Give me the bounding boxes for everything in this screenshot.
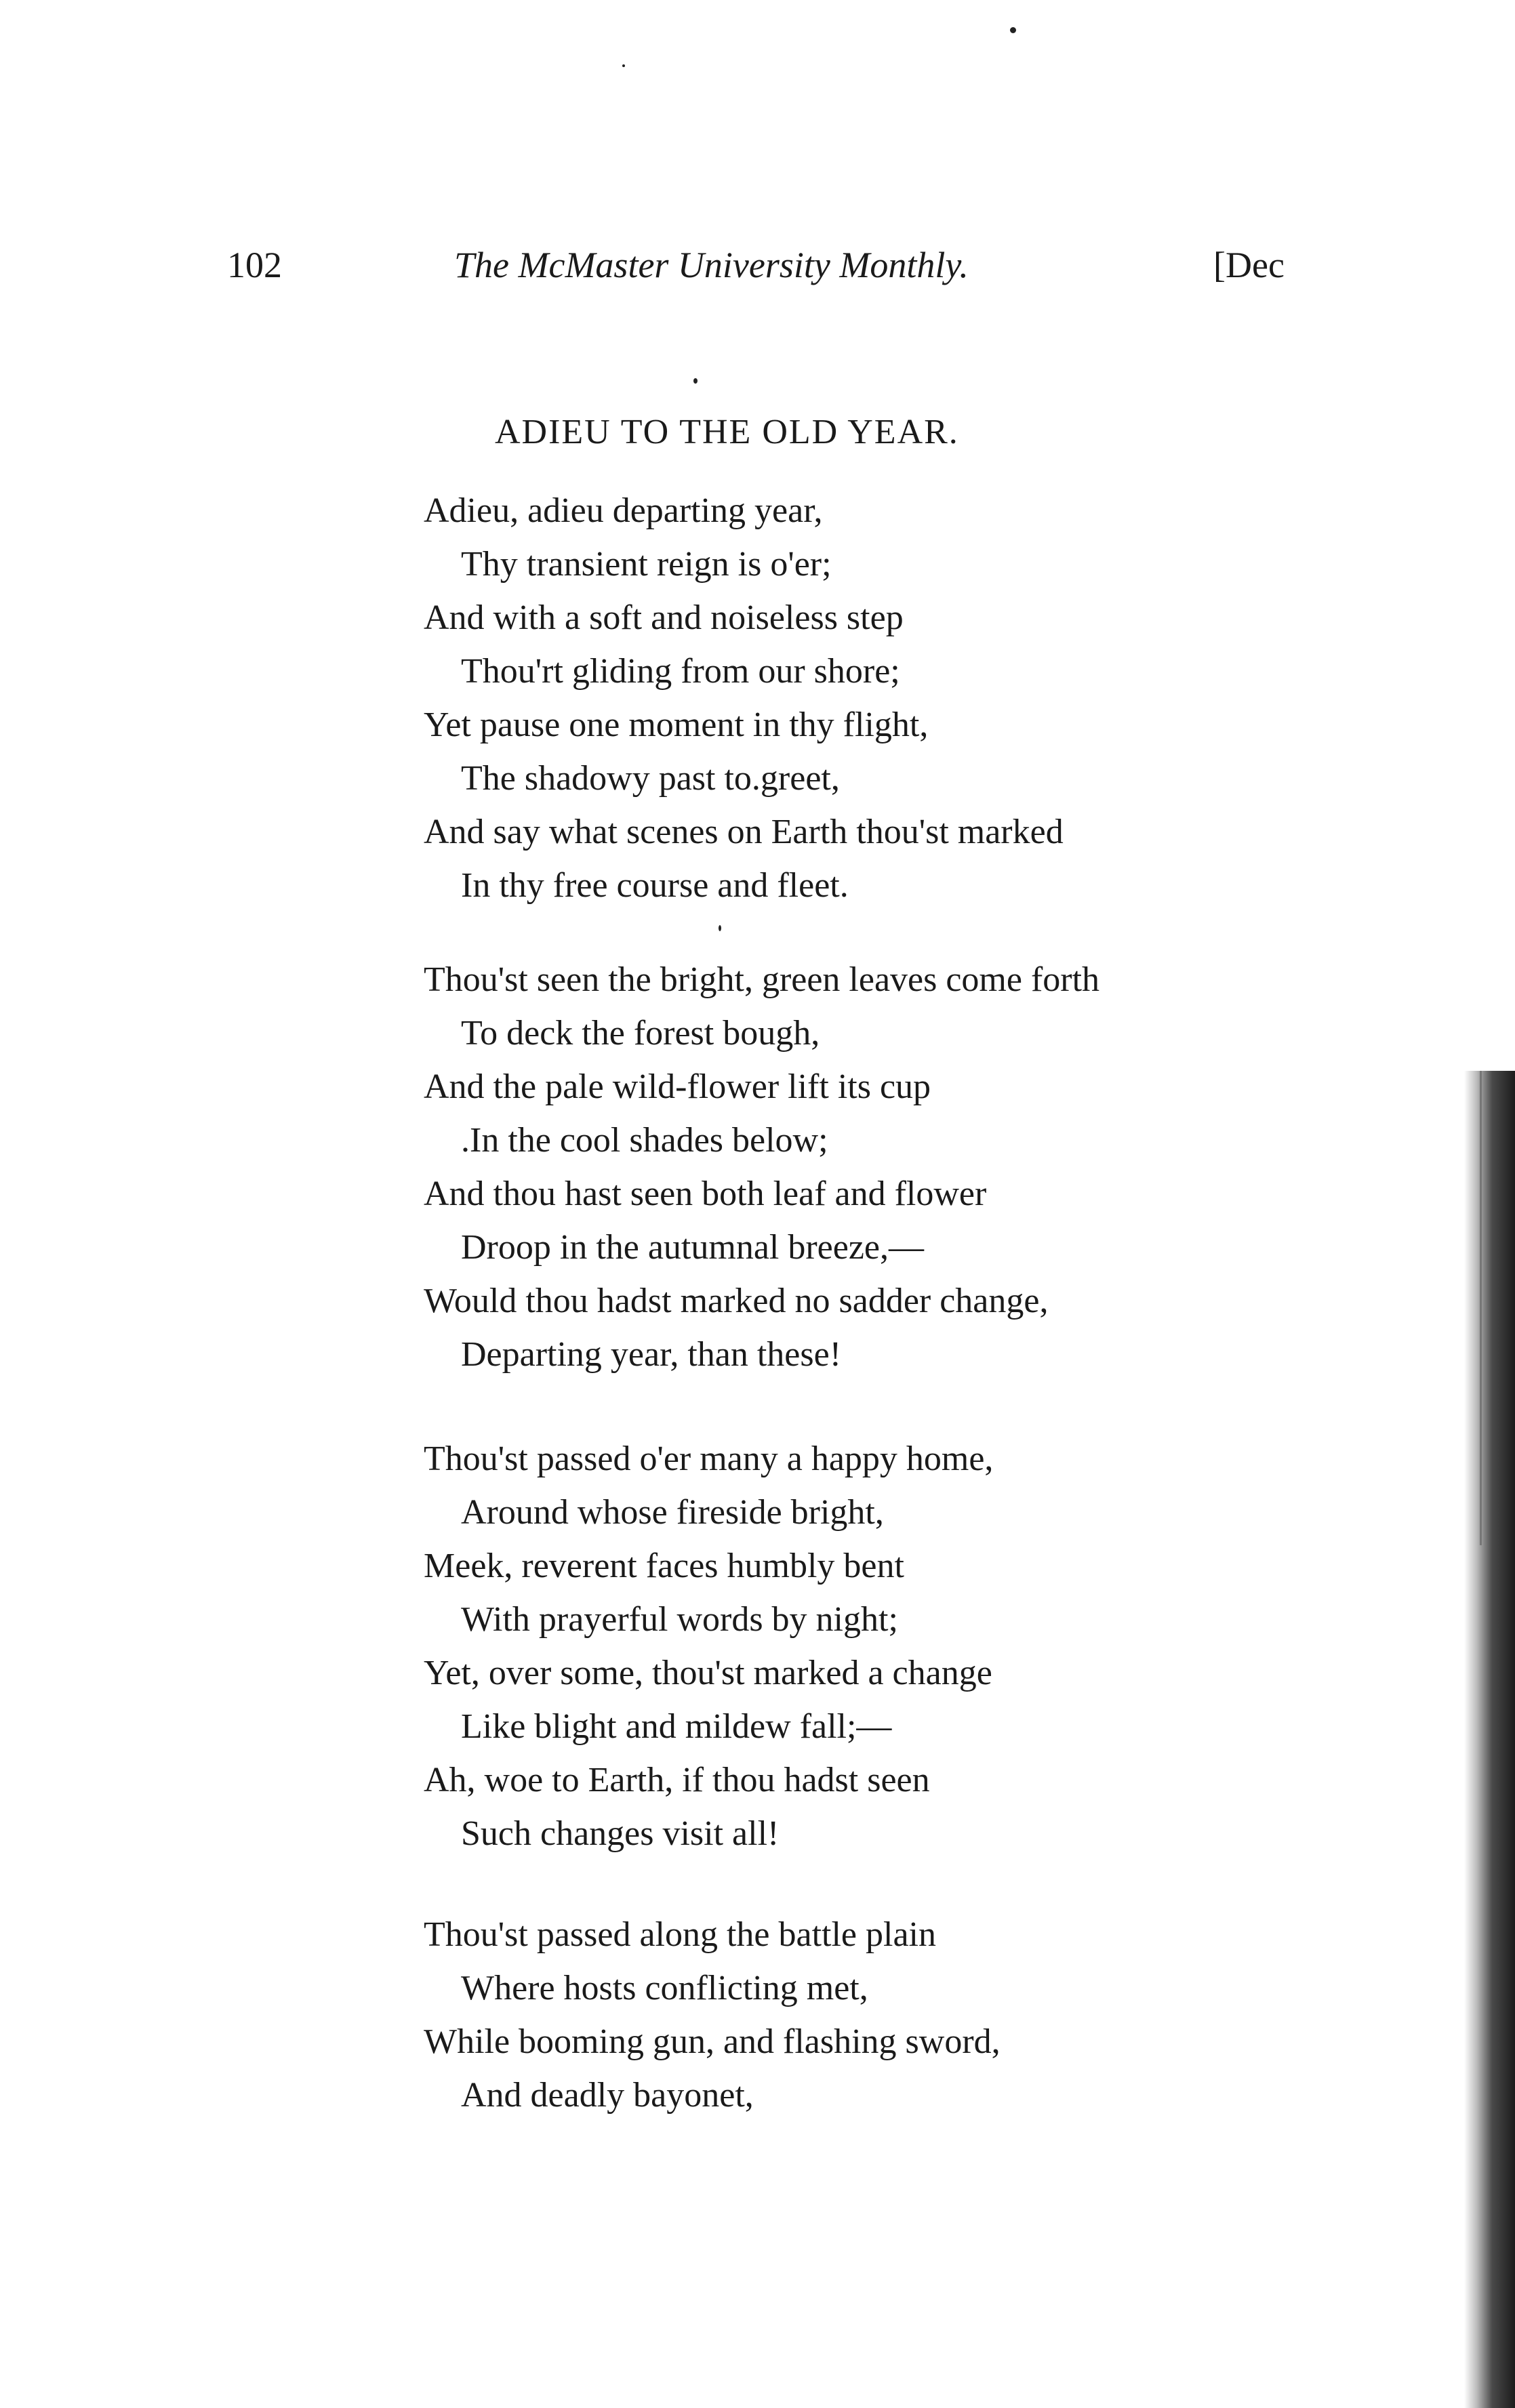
poem-line: Departing year, than these! [461,1335,842,1374]
running-month: [Dec [1213,245,1285,285]
poem-line: Like blight and mildew fall;— [461,1707,892,1746]
poem-line: With prayerful words by night; [461,1600,898,1639]
running-header [0,244,1515,298]
page-number: 102 [227,245,282,285]
scan-edge-line [1480,1071,1482,1545]
stanza-4 [424,1908,1305,2122]
poem-line: And thou hast seen both leaf and flower [424,1175,987,1213]
scan-speck [693,378,698,384]
poem-line: While booming gun, and flashing sword, [424,2022,1001,2061]
stanza-2 [424,953,1305,1381]
poem-line: Around whose fireside bright, [461,1493,884,1532]
poem-line: And deadly bayonet, [461,2076,754,2115]
poem-line: Thou'rt gliding from our shore; [461,652,900,691]
poem-line: Yet pause one moment in thy flight, [424,706,929,744]
poem-line: And the pale wild-flower lift its cup [424,1067,931,1106]
poem-line: .In the cool shades below; [461,1121,828,1160]
poem-line: And say what scenes on Earth thou'st marked [424,813,1064,851]
poem-line: Thou'st seen the bright, green leaves come forth [424,960,1100,999]
poem-line: The shadowy past to.greet, [461,759,840,798]
poem-line: Where hosts conflicting met, [461,1969,868,2007]
poem-line: Would thou hadst marked no sadder change, [424,1282,1049,1320]
poem-line: Ah, woe to Earth, if thou hadst seen [424,1761,930,1799]
poem-line: And with a soft and noiseless step [424,598,904,637]
poem-line: Such changes visit all! [461,1814,780,1853]
poem-line: To deck the forest bough, [461,1014,820,1053]
scan-speck [1010,27,1016,33]
poem-line: Thou'st passed o'er many a happy home, [424,1440,994,1478]
scan-edge-shadow [1464,1071,1515,2408]
stanza-3 [424,1432,1305,1860]
poem-line: Thou'st passed along the battle plain [424,1915,936,1954]
scan-speck [622,64,625,67]
poem-line: In thy free course and fleet. [461,866,849,905]
scan-speck [719,925,721,931]
poem-line: Meek, reverent faces humbly bent [424,1547,904,1585]
poem-line: Yet, over some, thou'st marked a change [424,1654,992,1692]
poem-title: ADIEU TO THE OLD YEAR. [495,413,959,451]
poem-line: Droop in the autumnal breeze,— [461,1228,924,1267]
poem-line: Thy transient reign is o'er; [461,545,832,584]
poem-line: Adieu, adieu departing year, [424,491,823,530]
running-title: The McMaster University Monthly. [454,245,969,285]
stanza-1 [424,484,1305,912]
